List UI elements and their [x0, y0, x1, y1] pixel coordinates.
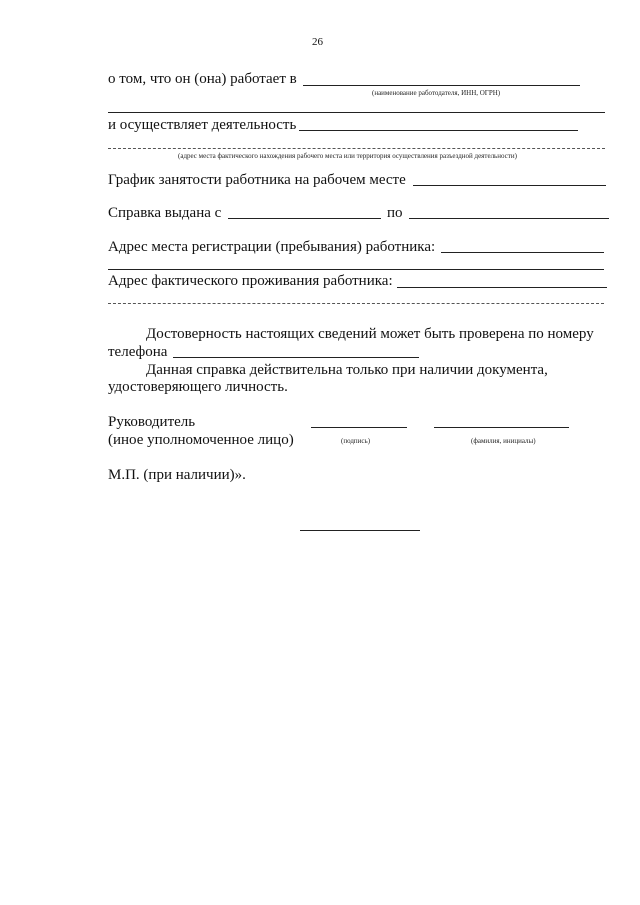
issued-to-label: по	[387, 205, 403, 221]
registration-label: Адрес места регистрации (пребывания) работника:	[108, 239, 436, 255]
registration-field-line-2[interactable]	[108, 269, 604, 270]
residence-label: Адрес фактического проживания работника:	[108, 273, 393, 289]
address-caption: (адрес места фактического нахождения рабочего места или территория осуществления разъездной деятельности)	[178, 152, 517, 160]
head-label: Руководитель	[108, 414, 196, 430]
phone-label: телефона	[108, 344, 168, 360]
validity-text-2: удостоверяющего личность.	[108, 379, 288, 395]
residence-field-line-2[interactable]	[108, 303, 604, 304]
activity-label: и осуществляет деятельность	[108, 117, 297, 133]
page-number: 26	[312, 36, 323, 48]
employer-field-line-2[interactable]	[108, 112, 605, 113]
validity-text-1: Данная справка действительна только при наличии документа,	[146, 362, 548, 378]
issued-from-field-line[interactable]	[228, 218, 381, 219]
seal-text: М.П. (при наличии)».	[108, 467, 246, 483]
signature-caption: (подпись)	[341, 437, 371, 445]
name-field-line[interactable]	[434, 427, 569, 428]
employer-field-line[interactable]	[303, 85, 580, 86]
registration-field-line[interactable]	[441, 252, 604, 253]
closing-separator	[300, 530, 420, 531]
name-caption: (фамилия, инициалы)	[471, 437, 536, 445]
schedule-label: График занятости работника на рабочем месте	[108, 172, 406, 188]
verification-text: Достоверность настоящих сведений может быть проверена по номеру	[146, 326, 594, 342]
issued-to-field-line[interactable]	[409, 218, 609, 219]
address-field-line[interactable]	[108, 148, 605, 149]
signature-field-line[interactable]	[311, 427, 407, 428]
activity-field-line[interactable]	[299, 130, 578, 131]
phone-field-line[interactable]	[173, 357, 419, 358]
schedule-field-line[interactable]	[413, 185, 606, 186]
authorized-label: (иное уполномоченное лицо)	[108, 432, 294, 448]
issued-from-label: Справка выдана с	[108, 205, 222, 221]
employer-caption: (наименование работодателя, ИНН, ОГРН)	[372, 89, 501, 97]
works-at-label: о том, что он (она) работает в	[108, 71, 297, 87]
residence-field-line[interactable]	[397, 287, 607, 288]
